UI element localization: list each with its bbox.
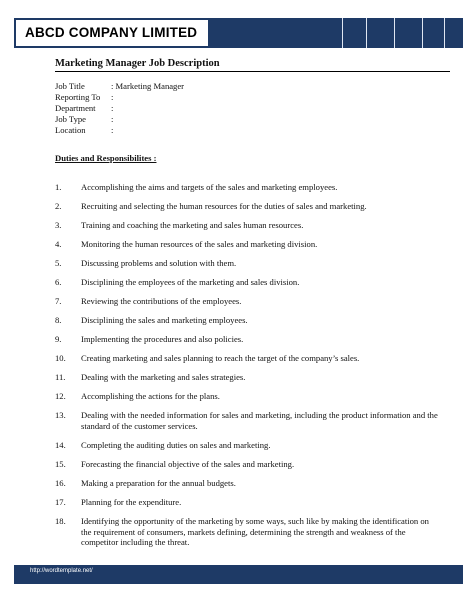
field-value: : xyxy=(111,125,114,135)
duty-text: Disciplining the sales and marketing employees. xyxy=(81,315,248,325)
duty-text: Forecasting the financial objective of the sales and marketing. xyxy=(81,459,295,469)
duty-text: Making a preparation for the annual budgets. xyxy=(81,478,236,488)
duty-number: 17. xyxy=(55,497,66,507)
field-value: : xyxy=(111,114,114,124)
field-department xyxy=(55,103,113,113)
company-name: ABCD COMPANY LIMITED xyxy=(14,18,210,48)
duty-text: Completing the auditing duties on sales and marketing. xyxy=(81,440,271,450)
duty-text: Dealing with the needed information for sales and marketing, including the product information and the standard of the customer services. xyxy=(81,410,438,431)
header-divider xyxy=(342,18,343,48)
duty-number: 8. xyxy=(55,315,62,325)
duty-text: Planning for the expenditure. xyxy=(81,497,182,507)
field-value: : xyxy=(111,92,114,102)
duty-text: Creating marketing and sales planning to reach the target of the company’s sales. xyxy=(81,353,360,363)
duty-number: 14. xyxy=(55,440,66,450)
duty-text: Reviewing the contributions of the employees. xyxy=(81,296,242,306)
field-job-type xyxy=(55,114,113,124)
duty-text: Monitoring the human resources of the sales and marketing division. xyxy=(81,239,318,249)
header-divider xyxy=(366,18,367,48)
field-location xyxy=(55,125,113,135)
duty-text: Dealing with the marketing and sales strategies. xyxy=(81,372,246,382)
duty-number: 2. xyxy=(55,201,62,211)
header-divider xyxy=(394,18,395,48)
duty-text: Implementing the procedures and also policies. xyxy=(81,334,244,344)
duty-text: Accomplishing the actions for the plans. xyxy=(81,391,220,401)
duty-text: Recruiting and selecting the human resources for the duties of sales and marketing. xyxy=(81,201,367,211)
field-label: Department xyxy=(55,103,96,113)
duty-number: 12. xyxy=(55,391,66,401)
duty-number: 18. xyxy=(55,516,66,526)
duty-text: Training and coaching the marketing and sales human resources. xyxy=(81,220,304,230)
page-title: Marketing Manager Job Description xyxy=(55,58,450,72)
header-divider xyxy=(422,18,423,48)
duty-number: 1. xyxy=(55,182,62,192)
field-value: : xyxy=(111,103,114,113)
footer-link[interactable]: http://wordtemplate.net/ xyxy=(30,568,93,574)
duty-number: 7. xyxy=(55,296,62,306)
duty-text: Identifying the opportunity of the marketing by some ways, such like by making the identification on the requirement of consumers, markets defining, determining the strength and weakness of the competitor including the threat. xyxy=(81,516,429,547)
duty-number: 3. xyxy=(55,220,62,230)
duty-number: 4. xyxy=(55,239,62,249)
duty-number: 10. xyxy=(55,353,66,363)
field-label: Location xyxy=(55,125,86,135)
field-label: Job Type xyxy=(55,114,86,124)
duty-number: 5. xyxy=(55,258,62,268)
header-divider xyxy=(444,18,445,48)
duty-number: 13. xyxy=(55,410,66,420)
duties-heading: Duties and Responsibilites : xyxy=(55,153,157,163)
field-label: Job Title xyxy=(55,81,85,91)
field-reporting-to xyxy=(55,92,113,102)
field-job-title xyxy=(55,81,184,91)
duty-number: 16. xyxy=(55,478,66,488)
duty-number: 11. xyxy=(55,372,66,382)
duty-number: 9. xyxy=(55,334,62,344)
duty-number: 6. xyxy=(55,277,62,287)
duty-text: Disciplining the employees of the marketing and sales division. xyxy=(81,277,300,287)
duty-number: 15. xyxy=(55,459,66,469)
field-value: : Marketing Manager xyxy=(111,81,185,91)
duty-text: Discussing problems and solution with them. xyxy=(81,258,237,268)
duty-text: Accomplishing the aims and targets of the sales and marketing employees. xyxy=(81,182,338,192)
field-label: Reporting To xyxy=(55,92,101,102)
